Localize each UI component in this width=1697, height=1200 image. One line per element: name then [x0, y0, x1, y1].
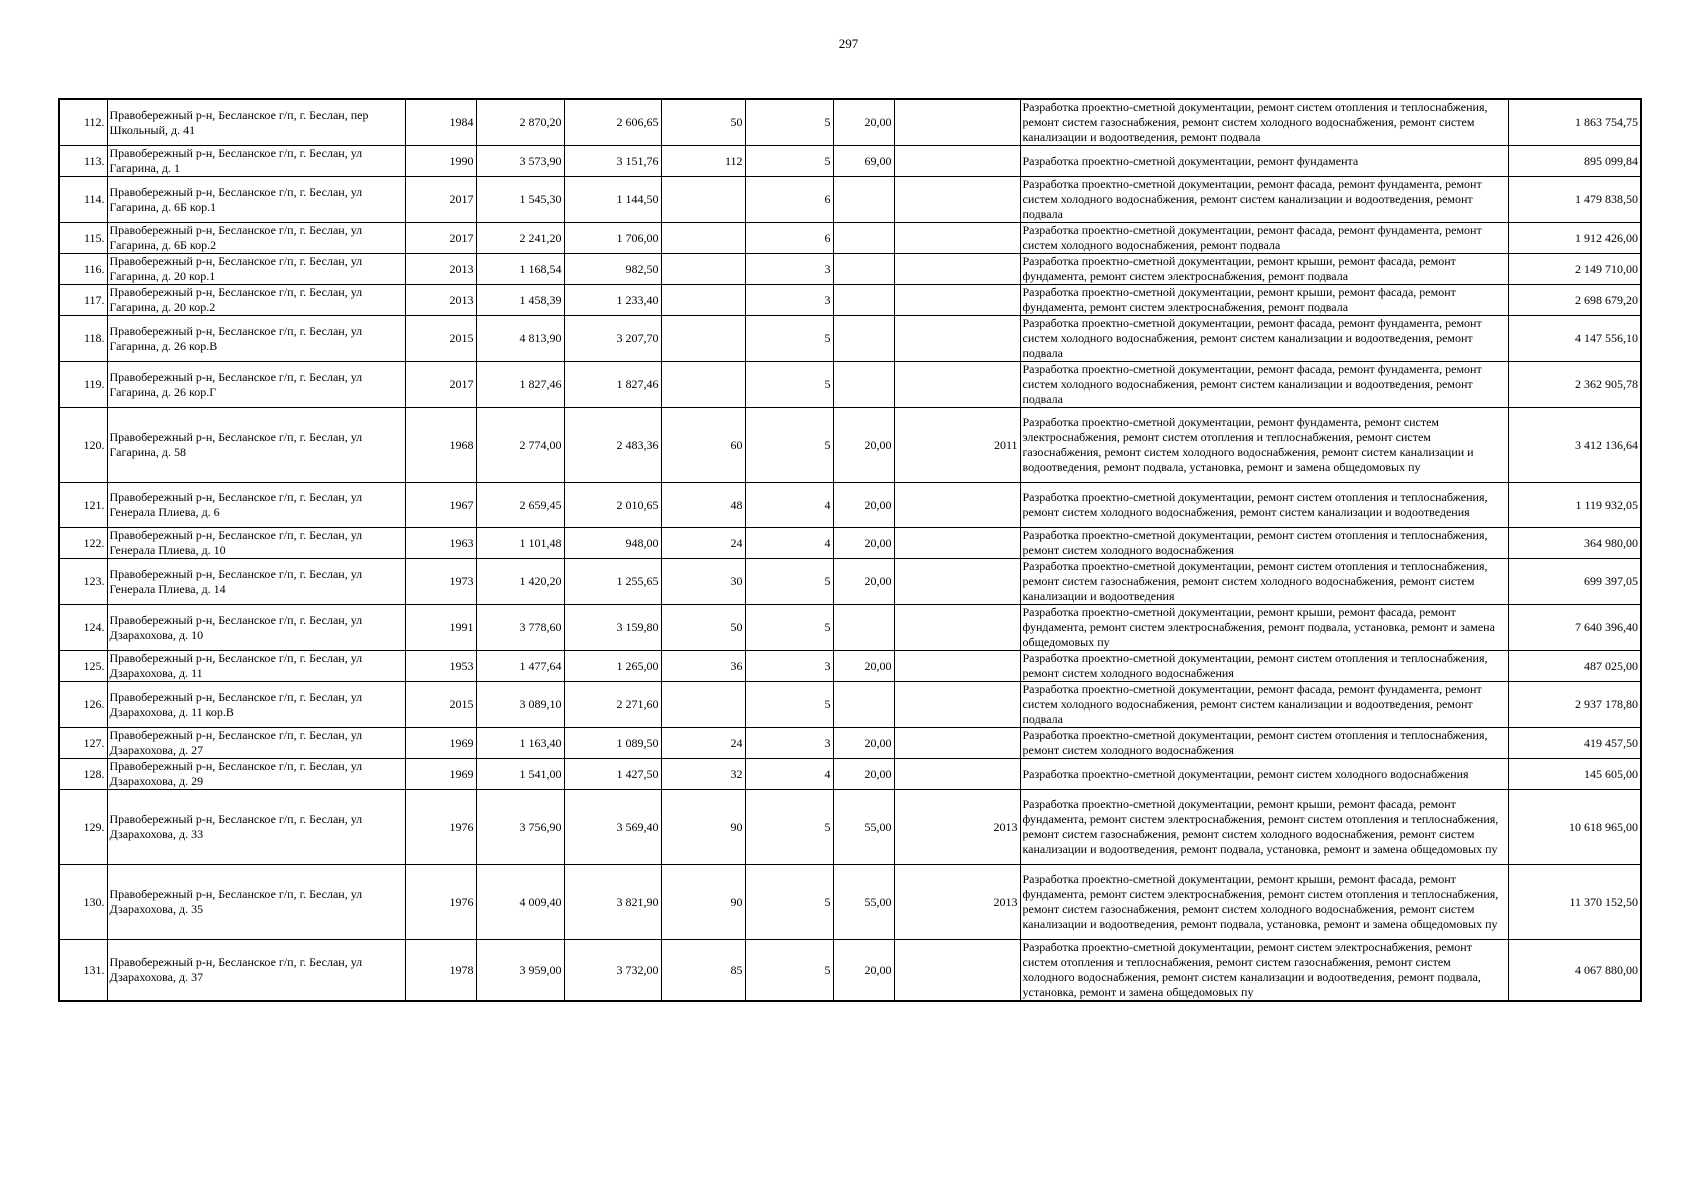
table-row	[59, 316, 1641, 362]
living-area-cell: 2 606,65	[564, 99, 661, 146]
address-cell: Правобережный р-н, Бесланское г/п, г. Беслан, ул Дзарахохова, д. 33	[107, 790, 405, 865]
flats-count-cell	[661, 223, 745, 254]
living-area-cell: 1 265,00	[564, 651, 661, 682]
row-number: 124.	[59, 605, 107, 651]
row-number: 123.	[59, 559, 107, 605]
row-number: 115.	[59, 223, 107, 254]
row-number: 127.	[59, 728, 107, 759]
row-number: 120.	[59, 408, 107, 483]
wear-percent-cell: 20,00	[833, 559, 894, 605]
address-cell: Правобережный р-н, Бесланское г/п, г. Беслан, ул Дзарахохова, д. 27	[107, 728, 405, 759]
address-cell: Правобережный р-н, Бесланское г/п, г. Беслан, ул Дзарахохова, д. 10	[107, 605, 405, 651]
page-number: 297	[838, 36, 859, 51]
last-repair-year-cell	[894, 362, 1020, 408]
table-row	[59, 223, 1641, 254]
living-area-cell: 1 233,40	[564, 285, 661, 316]
total-area-cell: 3 778,60	[476, 605, 564, 651]
table-row	[59, 728, 1641, 759]
row-number: 129.	[59, 790, 107, 865]
wear-percent-cell: 20,00	[833, 940, 894, 1002]
year-cell: 1976	[405, 790, 476, 865]
last-repair-year-cell	[894, 223, 1020, 254]
year-cell: 1978	[405, 940, 476, 1002]
table-row	[59, 682, 1641, 728]
flats-count-cell: 32	[661, 759, 745, 790]
row-number: 116.	[59, 254, 107, 285]
floors-cell: 5	[745, 316, 833, 362]
address-cell: Правобережный р-н, Бесланское г/п, г. Беслан, ул Дзарахохова, д. 11	[107, 651, 405, 682]
total-area-cell: 3 756,90	[476, 790, 564, 865]
wear-percent-cell	[833, 316, 894, 362]
works-description-cell: Разработка проектно-сметной документации, ремонт фасада, ремонт фундамента, ремонт систем холодного водоснабжения, ремонт систем канализации и водоотведения, ремонт подвала	[1020, 316, 1508, 362]
last-repair-year-cell: 2013	[894, 790, 1020, 865]
floors-cell: 5	[745, 940, 833, 1002]
wear-percent-cell	[833, 605, 894, 651]
total-area-cell: 1 101,48	[476, 528, 564, 559]
housing-repair-table	[58, 98, 1642, 1002]
flats-count-cell	[661, 682, 745, 728]
last-repair-year-cell: 2013	[894, 865, 1020, 940]
flats-count-cell: 90	[661, 865, 745, 940]
wear-percent-cell: 20,00	[833, 483, 894, 528]
last-repair-year-cell	[894, 759, 1020, 790]
floors-cell: 6	[745, 223, 833, 254]
living-area-cell: 2 483,36	[564, 408, 661, 483]
cost-cell: 3 412 136,64	[1508, 408, 1641, 483]
flats-count-cell: 90	[661, 790, 745, 865]
wear-percent-cell	[833, 362, 894, 408]
last-repair-year-cell	[894, 651, 1020, 682]
year-cell: 2017	[405, 362, 476, 408]
year-cell: 2015	[405, 316, 476, 362]
cost-cell: 2 937 178,80	[1508, 682, 1641, 728]
works-description-cell: Разработка проектно-сметной документации, ремонт фасада, ремонт фундамента, ремонт систем холодного водоснабжения, ремонт систем канализации и водоотведения, ремонт подвала	[1020, 362, 1508, 408]
living-area-cell: 1 706,00	[564, 223, 661, 254]
address-cell: Правобережный р-н, Бесланское г/п, г. Беслан, ул Гагарина, д. 20 кор.1	[107, 254, 405, 285]
row-number: 112.	[59, 99, 107, 146]
cost-cell: 419 457,50	[1508, 728, 1641, 759]
year-cell: 2013	[405, 254, 476, 285]
cost-cell: 699 397,05	[1508, 559, 1641, 605]
flats-count-cell	[661, 316, 745, 362]
row-number: 117.	[59, 285, 107, 316]
floors-cell: 5	[745, 146, 833, 177]
address-cell: Правобережный р-н, Бесланское г/п, г. Беслан, ул Гагарина, д. 20 кор.2	[107, 285, 405, 316]
table-row	[59, 605, 1641, 651]
total-area-cell: 2 659,45	[476, 483, 564, 528]
last-repair-year-cell	[894, 728, 1020, 759]
floors-cell: 5	[745, 605, 833, 651]
year-cell: 2015	[405, 682, 476, 728]
flats-count-cell: 50	[661, 605, 745, 651]
works-description-cell: Разработка проектно-сметной документации, ремонт систем холодного водоснабжения	[1020, 759, 1508, 790]
living-area-cell: 1 089,50	[564, 728, 661, 759]
cost-cell: 145 605,00	[1508, 759, 1641, 790]
total-area-cell: 1 420,20	[476, 559, 564, 605]
year-cell: 1953	[405, 651, 476, 682]
floors-cell: 5	[745, 559, 833, 605]
wear-percent-cell: 20,00	[833, 528, 894, 559]
last-repair-year-cell	[894, 605, 1020, 651]
cost-cell: 487 025,00	[1508, 651, 1641, 682]
year-cell: 2013	[405, 285, 476, 316]
flats-count-cell: 36	[661, 651, 745, 682]
last-repair-year-cell: 2011	[894, 408, 1020, 483]
flats-count-cell	[661, 254, 745, 285]
living-area-cell: 1 427,50	[564, 759, 661, 790]
living-area-cell: 1 255,65	[564, 559, 661, 605]
total-area-cell: 3 573,90	[476, 146, 564, 177]
address-cell: Правобережный р-н, Бесланское г/п, г. Беслан, ул Дзарахохова, д. 11 кор.В	[107, 682, 405, 728]
year-cell: 1984	[405, 99, 476, 146]
works-description-cell: Разработка проектно-сметной документации, ремонт фундамента	[1020, 146, 1508, 177]
works-description-cell: Разработка проектно-сметной документации, ремонт систем отопления и теплоснабжения, ремонт систем холодного водоснабжения	[1020, 651, 1508, 682]
living-area-cell: 3 569,40	[564, 790, 661, 865]
total-area-cell: 2 870,20	[476, 99, 564, 146]
works-description-cell: Разработка проектно-сметной документации, ремонт фасада, ремонт фундамента, ремонт систем холодного водоснабжения, ремонт систем канализации и водоотведения, ремонт подвала	[1020, 682, 1508, 728]
year-cell: 2017	[405, 223, 476, 254]
address-cell: Правобережный р-н, Бесланское г/п, г. Беслан, ул Генерала Плиева, д. 6	[107, 483, 405, 528]
table-row	[59, 99, 1641, 146]
address-cell: Правобережный р-н, Бесланское г/п, г. Беслан, ул Гагарина, д. 6Б кор.1	[107, 177, 405, 223]
last-repair-year-cell	[894, 99, 1020, 146]
total-area-cell: 1 827,46	[476, 362, 564, 408]
row-number: 122.	[59, 528, 107, 559]
flats-count-cell	[661, 362, 745, 408]
cost-cell: 4 147 556,10	[1508, 316, 1641, 362]
cost-cell: 1 119 932,05	[1508, 483, 1641, 528]
address-cell: Правобережный р-н, Бесланское г/п, г. Беслан, пер Школьный, д. 41	[107, 99, 405, 146]
row-number: 126.	[59, 682, 107, 728]
works-description-cell: Разработка проектно-сметной документации, ремонт систем отопления и теплоснабжения, ремонт систем газоснабжения, ремонт систем холодного водоснабжения, ремонт систем канализации и водоотведения	[1020, 559, 1508, 605]
wear-percent-cell: 20,00	[833, 651, 894, 682]
year-cell: 1973	[405, 559, 476, 605]
cost-cell: 1 863 754,75	[1508, 99, 1641, 146]
living-area-cell: 948,00	[564, 528, 661, 559]
row-number: 119.	[59, 362, 107, 408]
living-area-cell: 1 144,50	[564, 177, 661, 223]
table-row	[59, 559, 1641, 605]
cost-cell: 364 980,00	[1508, 528, 1641, 559]
flats-count-cell: 30	[661, 559, 745, 605]
year-cell: 2017	[405, 177, 476, 223]
table-row	[59, 940, 1641, 1002]
floors-cell: 3	[745, 728, 833, 759]
works-description-cell: Разработка проектно-сметной документации, ремонт систем электроснабжения, ремонт систем отопления и теплоснабжения, ремонт систем газоснабжения, ремонт систем холодного водоснабжения, ремонт систем канализации и водоотведения, ремонт подвала, установка, ремонт и замена общедомовых пу	[1020, 940, 1508, 1002]
total-area-cell: 1 458,39	[476, 285, 564, 316]
living-area-cell: 2 271,60	[564, 682, 661, 728]
year-cell: 1969	[405, 728, 476, 759]
wear-percent-cell	[833, 682, 894, 728]
living-area-cell: 3 151,76	[564, 146, 661, 177]
year-cell: 1990	[405, 146, 476, 177]
wear-percent-cell	[833, 223, 894, 254]
cost-cell: 2 149 710,00	[1508, 254, 1641, 285]
table-row	[59, 483, 1641, 528]
wear-percent-cell: 20,00	[833, 728, 894, 759]
floors-cell: 5	[745, 682, 833, 728]
works-description-cell: Разработка проектно-сметной документации, ремонт фасада, ремонт фундамента, ремонт систем холодного водоснабжения, ремонт систем канализации и водоотведения, ремонт подвала	[1020, 177, 1508, 223]
cost-cell: 10 618 965,00	[1508, 790, 1641, 865]
last-repair-year-cell	[894, 146, 1020, 177]
table-body	[59, 99, 1641, 1001]
floors-cell: 3	[745, 254, 833, 285]
row-number: 125.	[59, 651, 107, 682]
wear-percent-cell: 20,00	[833, 759, 894, 790]
works-description-cell: Разработка проектно-сметной документации, ремонт крыши, ремонт фасада, ремонт фундамента, ремонт систем электроснабжения, ремонт подвала	[1020, 254, 1508, 285]
flats-count-cell	[661, 177, 745, 223]
cost-cell: 895 099,84	[1508, 146, 1641, 177]
floors-cell: 5	[745, 99, 833, 146]
year-cell: 1967	[405, 483, 476, 528]
floors-cell: 4	[745, 483, 833, 528]
table-row	[59, 408, 1641, 483]
works-description-cell: Разработка проектно-сметной документации, ремонт систем отопления и теплоснабжения, ремонт систем холодного водоснабжения, ремонт систем канализации и водоотведения	[1020, 483, 1508, 528]
flats-count-cell	[661, 285, 745, 316]
flats-count-cell: 60	[661, 408, 745, 483]
cost-cell: 2 362 905,78	[1508, 362, 1641, 408]
cost-cell: 11 370 152,50	[1508, 865, 1641, 940]
table-row	[59, 254, 1641, 285]
total-area-cell: 4 009,40	[476, 865, 564, 940]
year-cell: 1963	[405, 528, 476, 559]
total-area-cell: 1 168,54	[476, 254, 564, 285]
living-area-cell: 1 827,46	[564, 362, 661, 408]
floors-cell: 4	[745, 528, 833, 559]
cost-cell: 4 067 880,00	[1508, 940, 1641, 1002]
table-row	[59, 528, 1641, 559]
floors-cell: 5	[745, 362, 833, 408]
address-cell: Правобережный р-н, Бесланское г/п, г. Беслан, ул Генерала Плиева, д. 14	[107, 559, 405, 605]
works-description-cell: Разработка проектно-сметной документации, ремонт крыши, ремонт фасада, ремонт фундамента, ремонт систем электроснабжения, ремонт подвала, установка, ремонт и замена общедомовых пу	[1020, 605, 1508, 651]
address-cell: Правобережный р-н, Бесланское г/п, г. Беслан, ул Гагарина, д. 1	[107, 146, 405, 177]
floors-cell: 3	[745, 285, 833, 316]
wear-percent-cell: 20,00	[833, 408, 894, 483]
floors-cell: 3	[745, 651, 833, 682]
address-cell: Правобережный р-н, Бесланское г/п, г. Беслан, ул Гагарина, д. 26 кор.В	[107, 316, 405, 362]
address-cell: Правобережный р-н, Бесланское г/п, г. Беслан, ул Гагарина, д. 58	[107, 408, 405, 483]
year-cell: 1976	[405, 865, 476, 940]
last-repair-year-cell	[894, 285, 1020, 316]
table-row	[59, 759, 1641, 790]
last-repair-year-cell	[894, 316, 1020, 362]
cost-cell: 1 912 426,00	[1508, 223, 1641, 254]
row-number: 118.	[59, 316, 107, 362]
last-repair-year-cell	[894, 528, 1020, 559]
year-cell: 1991	[405, 605, 476, 651]
works-description-cell: Разработка проектно-сметной документации, ремонт систем отопления и теплоснабжения, ремонт систем газоснабжения, ремонт систем холодного водоснабжения, ремонт систем канализации и водоотведения, ремонт подвала	[1020, 99, 1508, 146]
wear-percent-cell: 20,00	[833, 99, 894, 146]
works-description-cell: Разработка проектно-сметной документации, ремонт фундамента, ремонт систем электроснабжения, ремонт систем отопления и теплоснабжения, ремонт систем газоснабжения, ремонт систем холодного водоснабжения, ремонт систем канализации и водоотведения, ремонт подвала, установка, ремонт и замена общедомовых пу	[1020, 408, 1508, 483]
flats-count-cell: 24	[661, 528, 745, 559]
row-number: 128.	[59, 759, 107, 790]
total-area-cell: 1 545,30	[476, 177, 564, 223]
address-cell: Правобережный р-н, Бесланское г/п, г. Беслан, ул Генерала Плиева, д. 10	[107, 528, 405, 559]
address-cell: Правобережный р-н, Бесланское г/п, г. Беслан, ул Гагарина, д. 26 кор.Г	[107, 362, 405, 408]
flats-count-cell: 24	[661, 728, 745, 759]
address-cell: Правобережный р-н, Бесланское г/п, г. Беслан, ул Гагарина, д. 6Б кор.2	[107, 223, 405, 254]
works-description-cell: Разработка проектно-сметной документации, ремонт систем отопления и теплоснабжения, ремонт систем холодного водоснабжения	[1020, 728, 1508, 759]
wear-percent-cell: 55,00	[833, 865, 894, 940]
wear-percent-cell: 55,00	[833, 790, 894, 865]
cost-cell: 1 479 838,50	[1508, 177, 1641, 223]
living-area-cell: 3 821,90	[564, 865, 661, 940]
row-number: 113.	[59, 146, 107, 177]
living-area-cell: 3 207,70	[564, 316, 661, 362]
works-description-cell: Разработка проектно-сметной документации, ремонт систем отопления и теплоснабжения, ремонт систем холодного водоснабжения	[1020, 528, 1508, 559]
floors-cell: 4	[745, 759, 833, 790]
last-repair-year-cell	[894, 177, 1020, 223]
address-cell: Правобережный р-н, Бесланское г/п, г. Беслан, ул Дзарахохова, д. 35	[107, 865, 405, 940]
floors-cell: 5	[745, 865, 833, 940]
table-row	[59, 790, 1641, 865]
cost-cell: 2 698 679,20	[1508, 285, 1641, 316]
works-description-cell: Разработка проектно-сметной документации, ремонт фасада, ремонт фундамента, ремонт систем холодного водоснабжения, ремонт подвала	[1020, 223, 1508, 254]
flats-count-cell: 85	[661, 940, 745, 1002]
last-repair-year-cell	[894, 940, 1020, 1002]
works-description-cell: Разработка проектно-сметной документации, ремонт крыши, ремонт фасада, ремонт фундамента, ремонт систем электроснабжения, ремонт подвала	[1020, 285, 1508, 316]
table-row	[59, 177, 1641, 223]
last-repair-year-cell	[894, 682, 1020, 728]
living-area-cell: 982,50	[564, 254, 661, 285]
total-area-cell: 1 163,40	[476, 728, 564, 759]
living-area-cell: 3 159,80	[564, 605, 661, 651]
wear-percent-cell	[833, 177, 894, 223]
last-repair-year-cell	[894, 483, 1020, 528]
table-row	[59, 285, 1641, 316]
wear-percent-cell	[833, 254, 894, 285]
total-area-cell: 3 959,00	[476, 940, 564, 1002]
flats-count-cell: 112	[661, 146, 745, 177]
works-description-cell: Разработка проектно-сметной документации, ремонт крыши, ремонт фасада, ремонт фундамента, ремонт систем электроснабжения, ремонт систем отопления и теплоснабжения, ремонт систем газоснабжения, ремонт систем холодного водоснабжения, ремонт систем канализации и водоотведения, ремонт подвала, установка, ремонт и замена общедомовых пу	[1020, 790, 1508, 865]
total-area-cell: 1 477,64	[476, 651, 564, 682]
address-cell: Правобережный р-н, Бесланское г/п, г. Беслан, ул Дзарахохова, д. 37	[107, 940, 405, 1002]
flats-count-cell: 48	[661, 483, 745, 528]
floors-cell: 6	[745, 177, 833, 223]
floors-cell: 5	[745, 408, 833, 483]
cost-cell: 7 640 396,40	[1508, 605, 1641, 651]
total-area-cell: 3 089,10	[476, 682, 564, 728]
row-number: 131.	[59, 940, 107, 1002]
row-number: 130.	[59, 865, 107, 940]
total-area-cell: 2 241,20	[476, 223, 564, 254]
year-cell: 1969	[405, 759, 476, 790]
floors-cell: 5	[745, 790, 833, 865]
living-area-cell: 3 732,00	[564, 940, 661, 1002]
total-area-cell: 4 813,90	[476, 316, 564, 362]
works-description-cell: Разработка проектно-сметной документации, ремонт крыши, ремонт фасада, ремонт фундамента, ремонт систем электроснабжения, ремонт систем отопления и теплоснабжения, ремонт систем газоснабжения, ремонт систем холодного водоснабжения, ремонт систем канализации и водоотведения, ремонт подвала, установка, ремонт и замена общедомовых пу	[1020, 865, 1508, 940]
living-area-cell: 2 010,65	[564, 483, 661, 528]
table-row	[59, 146, 1641, 177]
year-cell: 1968	[405, 408, 476, 483]
table-row	[59, 651, 1641, 682]
flats-count-cell: 50	[661, 99, 745, 146]
last-repair-year-cell	[894, 559, 1020, 605]
row-number: 114.	[59, 177, 107, 223]
row-number: 121.	[59, 483, 107, 528]
total-area-cell: 1 541,00	[476, 759, 564, 790]
last-repair-year-cell	[894, 254, 1020, 285]
address-cell: Правобережный р-н, Бесланское г/п, г. Беслан, ул Дзарахохова, д. 29	[107, 759, 405, 790]
table-row	[59, 865, 1641, 940]
total-area-cell: 2 774,00	[476, 408, 564, 483]
wear-percent-cell	[833, 285, 894, 316]
table-row	[59, 362, 1641, 408]
wear-percent-cell: 69,00	[833, 146, 894, 177]
